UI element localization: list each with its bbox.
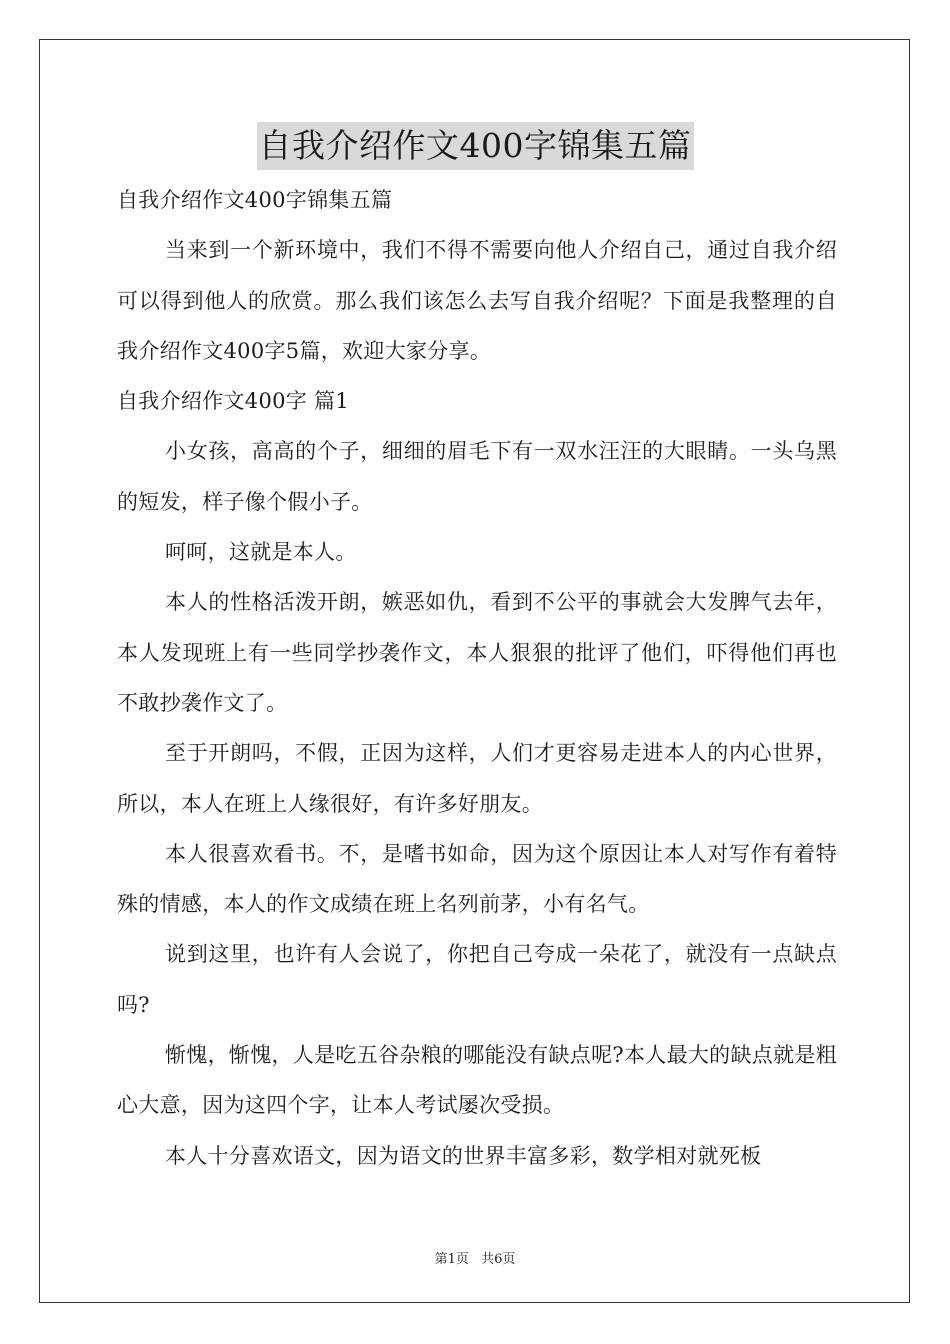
body-paragraph: 小女孩，高高的个子，细细的眉毛下有一双水汪汪的大眼睛。一头乌黑的短发，样子像个假小子。 [117, 439, 837, 514]
body-paragraph: 呵呵，这就是本人。 [165, 540, 357, 565]
total-pages-label: 共6页 [481, 1252, 516, 1267]
section-heading: 自我介绍作文400字 篇1 [117, 389, 350, 414]
title-container [0, 122, 950, 170]
page-footer [0, 1248, 950, 1267]
body-paragraph: 本人的性格活泼开朗，嫉恶如仇，看到不公平的事就会大发脾气去年，本人发现班上有一些同学抄袭作文，本人狠狠的批评了他们，吓得他们再也不敢抄袭作文了。 [117, 590, 837, 715]
body-paragraph: 惭愧，惭愧，人是吃五谷杂粮的哪能没有缺点呢?本人最大的缺点就是粗心大意，因为这四个字，让本人考试屡次受损。 [117, 1043, 837, 1118]
body-paragraph: 本人很喜欢看书。不，是嗜书如命，因为这个原因让本人对写作有着特殊的情感，本人的作文成绩在班上名列前茅，小有名气。 [117, 841, 837, 917]
body-paragraph: 本人十分喜欢语文，因为语文的世界丰富多彩，数学相对就死板 [165, 1143, 762, 1168]
body-paragraph: 说到这里，也许有人会说了，你把自己夸成一朵花了，就没有一点缺点吗? [117, 942, 837, 1017]
body-paragraph: 至于开朗吗，不假，正因为这样，人们才更容易走进本人的内心世界，所以，本人在班上人缘很好，有许多好朋友。 [117, 741, 837, 816]
current-page-label: 第1页 [434, 1252, 469, 1267]
intro-paragraph: 当来到一个新环境中，我们不得不需要向他人介绍自己，通过自我介绍可以得到他人的欣赏。那么我们该怎么去写自我介绍呢？下面是我整理的自我介绍作文400字5篇，欢迎大家分享。 [117, 238, 837, 363]
document-body [117, 175, 837, 1181]
subtitle-paragraph: 自我介绍作文400字锦集五篇 [117, 188, 393, 212]
document-title: 自我介绍作文400字锦集五篇 [257, 122, 694, 170]
